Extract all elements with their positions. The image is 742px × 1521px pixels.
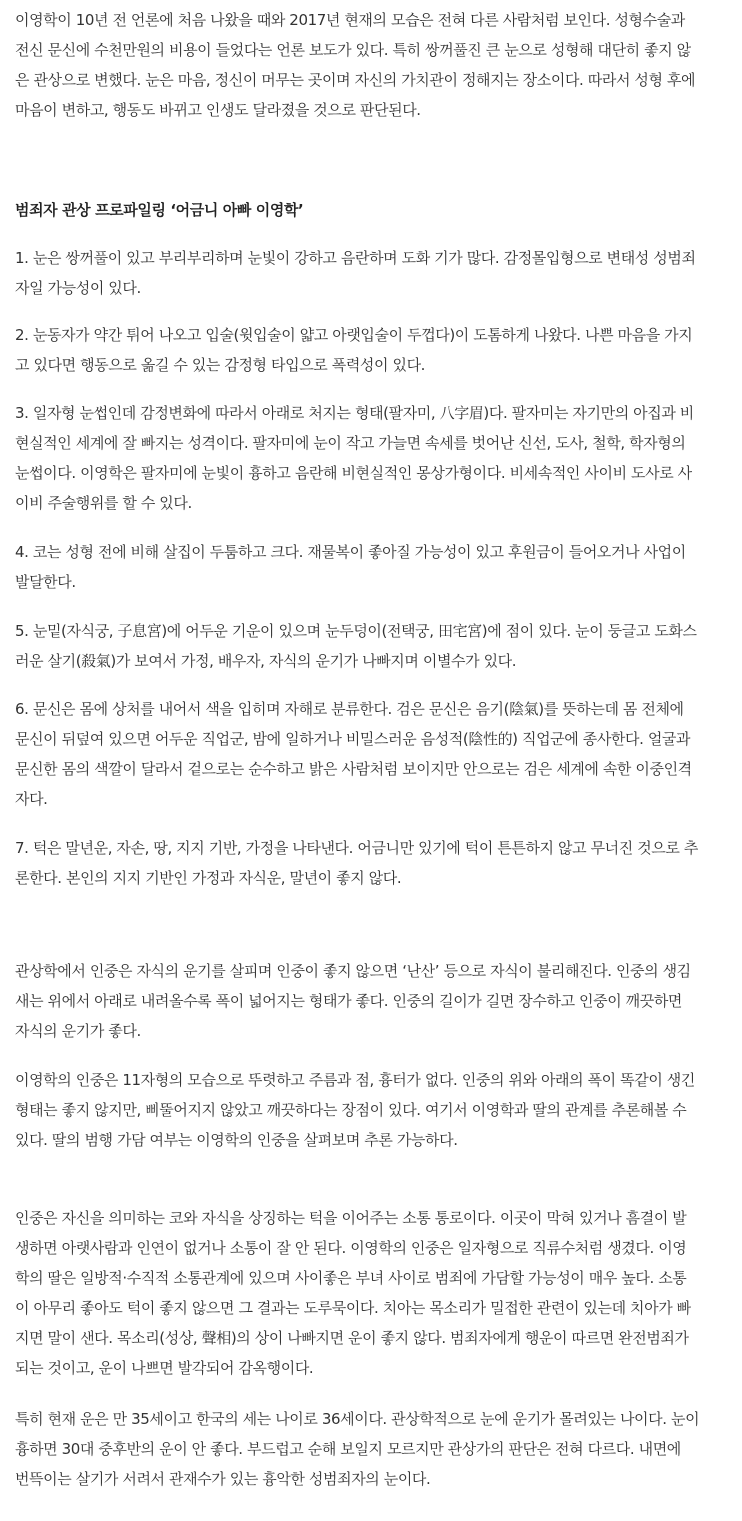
current-luck-paragraph: 특히 현재 운은 만 35세이고 한국의 세는 나이로 36세이다. 관상학적으로 눈에 운기가 몰려있는 나이다. 눈이 흉하면 30대 중후반의 운이 안 좋다. 부드럽고 순해 보일지 모르지만 관상가의 판단은 전혀 다르다. 내면에 번뜩이는 살기가 서려서 관재수가 있는 흉악한 성범죄자의 눈이다. <box>15 1410 700 1488</box>
intro-paragraph: 이영학이 10년 전 언론에 처음 나왔을 때와 2017년 현재의 모습은 전혀 다른 사람처럼 보인다. 성형수술과 전신 문신에 수천만원의 비용이 들었다는 언론 보도가 있다. 특히 쌍꺼풀진 큰 눈으로 성형해 대단히 좋지 않 은 관상으로 변했다. 눈은 마음, 정신이 머무는 곳이며 자신의 가치관이 정해지는 장소이다. 따라서 성형 후에 마음이 변하고, 행동도 바뀌고 인생도 달라졌을 것으로 판단된다. <box>15 11 696 119</box>
list-item: 2. 눈동자가 약간 튀어 나오고 입술(윗입술이 얇고 아랫입술이 두껍다)이 도톰하게 나왔다. 나쁜 마음을 가지 고 있다면 행동으로 옮길 수 있는 감정형 타입으로 폭력성이 있다. <box>15 326 693 374</box>
list-item: 6. 문신은 몸에 상처를 내어서 색을 입히며 자해로 분류한다. 검은 문신은 음기(陰氣)를 뜻하는데 몸 전체에 문신이 뒤덮여 있으면 어두운 직업군, 밤에 일하거나 비밀스러운 음성적(陰性的) 직업군에 종사한다. 얼굴과 문신한 몸의 색깔이 달라서 겉으로는 순수하고 밝은 사람처럼 보이지만 안으로는 검은 세계에 속한 이중인격 자다. <box>15 700 692 808</box>
philtrum-paragraph: 이영학의 인중은 11자형의 모습으로 뚜렷하고 주름과 점, 흉터가 없다. 인중의 위와 아래의 폭이 똑같이 생긴 형태는 좋지 않지만, 삐뚤어지지 않았고 깨끗하다는 장점이 있다. 여기서 이영학과 딸의 관계를 추론해볼 수 있다. 딸의 범행 가담 여부는 이영학의 인중을 살펴보며 추론 가능하다. <box>15 1071 695 1149</box>
section-heading: 범죄자 관상 프로파일링 ‘어금니 아빠 이영학’ <box>15 201 304 219</box>
list-item: 3. 일자형 눈썹인데 감정변화에 따라서 아래로 처지는 형태(팔자미, 八字眉)다. 팔자미는 자기만의 아집과 비 현실적인 세계에 잘 빠지는 성격이다. 팔자미에 눈이 작고 가늘면 속세를 벗어난 신선, 도사, 철학, 학자형의 눈썹이다. 이영학은 팔자미에 눈빛이 흉하고 음란해 비현실적인 몽상가형이다. 비세속적인 사이비 도사로 사 이비 주술행위를 할 수 있다. <box>15 404 694 512</box>
list-item: 5. 눈밑(자식궁, 子息宮)에 어두운 기운이 있으며 눈두덩이(전택궁, 田宅宮)에 점이 있다. 눈이 둥글고 도화스 러운 살기(殺氣)가 보여서 가정, 배우자, 자식의 운기가 나빠지며 이별수가 있다. <box>15 622 697 670</box>
list-item: 4. 코는 성형 전에 비해 살집이 두툼하고 크다. 재물복이 좋아질 가능성이 있고 후원금이 들어오거나 사업이 발달한다. <box>15 543 686 591</box>
list-item: 1. 눈은 쌍꺼풀이 있고 부리부리하며 눈빛이 강하고 음란하며 도화 기가 많다. 감정몰입형으로 변태성 성범죄 자일 가능성이 있다. <box>15 249 696 297</box>
list-item: 7. 턱은 말년운, 자손, 땅, 지지 기반, 가정을 나타낸다. 어금니만 있기에 턱이 튼튼하지 않고 무너진 것으로 추 론한다. 본인의 지지 기반인 가정과 자식운, 말년이 좋지 않다. <box>15 839 698 887</box>
channel-paragraph: 인중은 자신을 의미하는 코와 자식을 상징하는 턱을 이어주는 소통 통로이다. 이곳이 막혀 있거나 흠결이 발 생하면 아랫사람과 인연이 없거나 소통이 잘 안 된다. 이영학의 인중은 일자형으로 직류수처럼 생겼다. 이영 학의 딸은 일방적·수직적 소통관계에 있으며 사이좋은 부녀 사이로 범죄에 가담할 가능성이 매우 높다. 소통 이 아무리 좋아도 턱이 좋지 않으면 그 결과는 도루묵이다. 치아는 목소리가 밀접한 관련이 있는데 치아가 빠 지면 말이 샌다. 목소리(성상, 聲相)의 상이 나빠지면 운이 좋지 않다. 범죄자에게 행운이 따르면 완전범죄가 되는 것이고, 운이 나쁘면 발각되어 감옥행이다. <box>15 1209 691 1377</box>
philtrum-paragraph: 관상학에서 인중은 자식의 운기를 살피며 인중이 좋지 않으면 ‘난산’ 등으로 자식이 불리해진다. 인중의 생김 새는 위에서 아래로 내려올수록 폭이 넓어지는 형태가 좋다. 인중의 길이가 길면 장수하고 인중이 깨끗하면 자식의 운기가 좋다. <box>15 962 691 1040</box>
